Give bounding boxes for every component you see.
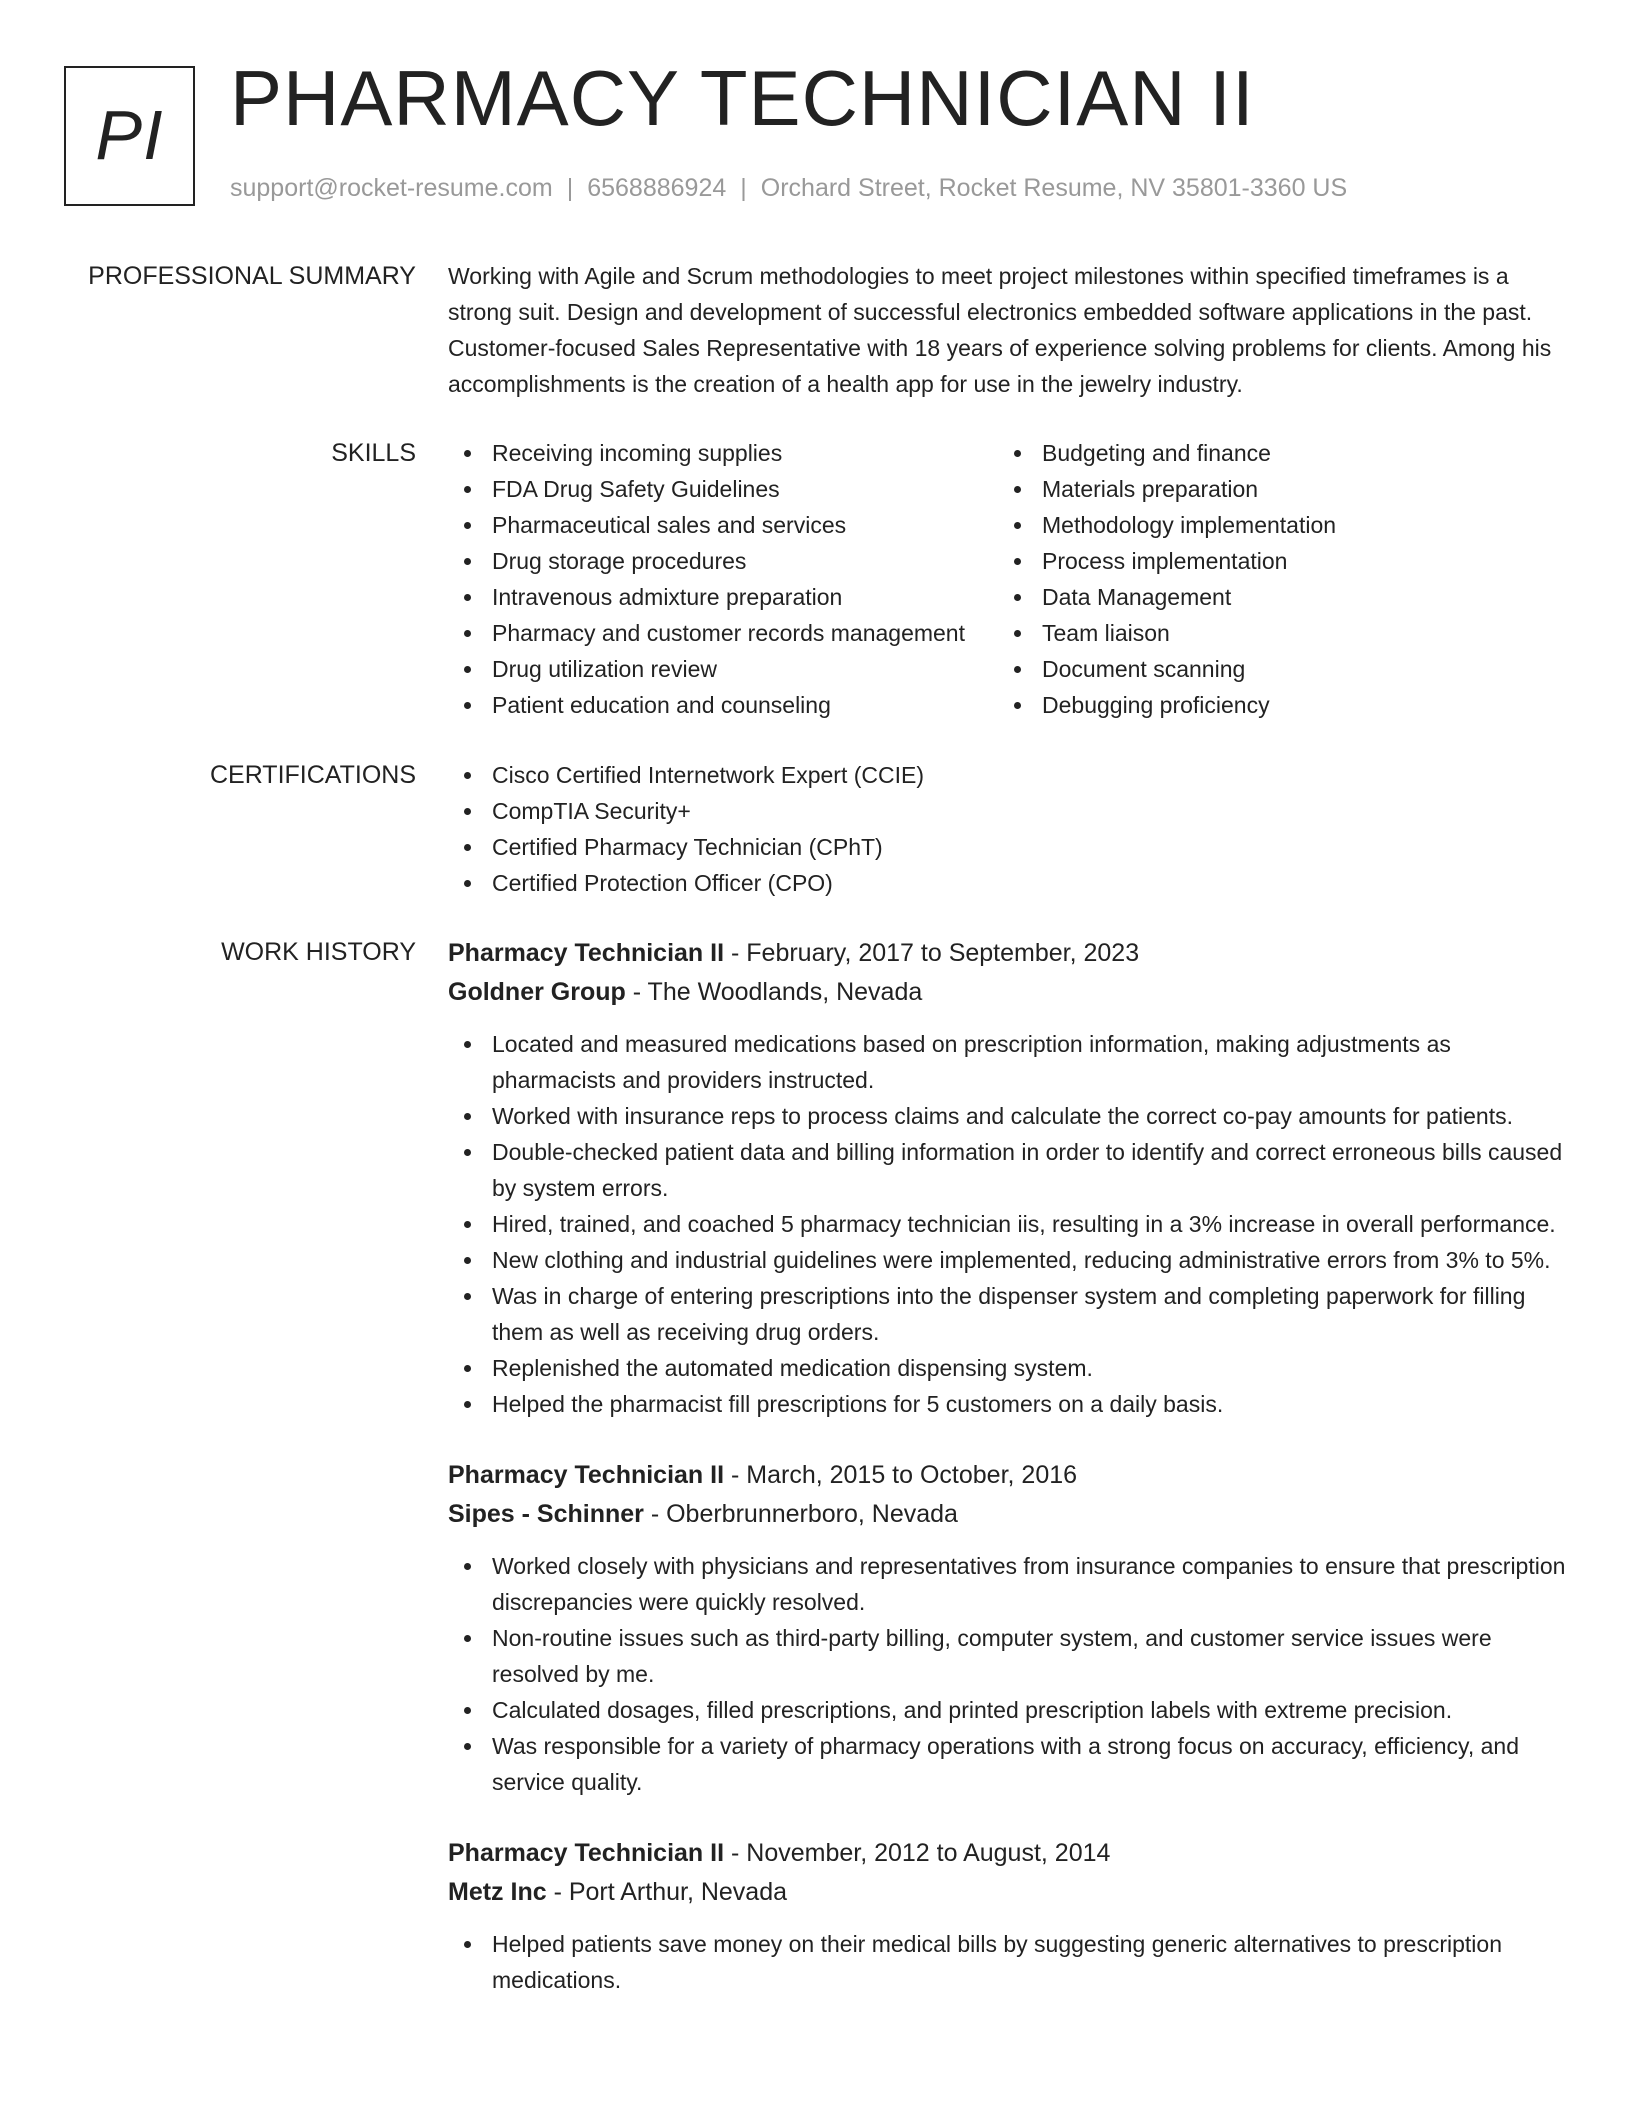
job-title: Pharmacy Technician II: [448, 1461, 725, 1489]
job-duty: Helped patients save money on their medical bills by suggesting generic alternatives to prescription medications.: [448, 1926, 1568, 1998]
job-entry: [448, 1834, 1568, 1998]
job-duties-list: [448, 1026, 1568, 1422]
job-duty: Calculated dosages, filled prescriptions, and printed prescription labels with extreme precision.: [448, 1692, 1568, 1728]
section-heading: PROFESSIONAL SUMMARY: [88, 262, 416, 290]
job-company: Goldner Group: [448, 978, 626, 1006]
certification-item: Certified Protection Officer (CPO): [448, 865, 1568, 901]
job-duty: Double-checked patient data and billing information in order to identify and correct erroneous bills caused by system errors.: [448, 1134, 1568, 1206]
job-location: - Port Arthur, Nevada: [546, 1878, 788, 1906]
skill-item: Drug utilization review: [448, 651, 998, 687]
contact-separator: |: [740, 174, 747, 202]
job-title: Pharmacy Technician II: [448, 1839, 725, 1867]
job-company-line: [448, 1495, 1568, 1534]
job-location: - The Woodlands, Nevada: [625, 978, 923, 1006]
job-title-line: [448, 1456, 1568, 1495]
job-duty: Was in charge of entering prescriptions into the dispenser system and completing paperwork for filling them as well as receiving drug orders.: [448, 1278, 1568, 1350]
monogram-badge: [64, 66, 195, 206]
skill-item: Methodology implementation: [998, 507, 1558, 543]
monogram-initials: PI: [95, 96, 164, 174]
job-company-line: [448, 1873, 1568, 1912]
job-duty: Helped the pharmacist fill prescriptions for 5 customers on a daily basis.: [448, 1386, 1568, 1422]
job-duty: Worked with insurance reps to process claims and calculate the correct co-pay amounts for patients.: [448, 1098, 1568, 1134]
skill-item: Debugging proficiency: [998, 687, 1558, 723]
section-heading: SKILLS: [331, 439, 416, 467]
skill-item: Drug storage procedures: [448, 543, 998, 579]
certification-item: Certified Pharmacy Technician (CPhT): [448, 829, 1568, 865]
job-entry: [448, 1456, 1568, 1800]
summary-body: [448, 258, 1568, 402]
job-dates: - November, 2012 to August, 2014: [724, 1839, 1111, 1867]
certifications-list: [448, 757, 1568, 901]
skill-item: Receiving incoming supplies: [448, 435, 998, 471]
job-entry: [448, 934, 1568, 1422]
job-dates: - March, 2015 to October, 2016: [724, 1461, 1078, 1489]
job-company: Metz Inc: [448, 1878, 547, 1906]
job-duty: Non-routine issues such as third-party billing, computer system, and customer service issues were resolved by me.: [448, 1620, 1568, 1692]
skill-item: Intravenous admixture preparation: [448, 579, 998, 615]
certification-item: CompTIA Security+: [448, 793, 1568, 829]
skill-item: Materials preparation: [998, 471, 1558, 507]
certification-item: Cisco Certified Internetwork Expert (CCIE): [448, 757, 1568, 793]
skills-body: [448, 435, 1568, 723]
job-duty: Located and measured medications based on prescription information, making adjustments as pharmacists and providers instructed.: [448, 1026, 1568, 1098]
job-duty: New clothing and industrial guidelines were implemented, reducing administrative errors from 3% to 5%.: [448, 1242, 1568, 1278]
skill-item: Pharmaceutical sales and services: [448, 507, 998, 543]
job-dates: - February, 2017 to September, 2023: [724, 939, 1140, 967]
job-company: Sipes - Schinner: [448, 1500, 644, 1528]
skill-item: Budgeting and finance: [998, 435, 1558, 471]
resume-title: PHARMACY TECHNICIAN II: [230, 54, 1255, 142]
contact-separator: |: [566, 174, 574, 202]
work-history-body: [448, 934, 1568, 1998]
contact-phone: 6568886924: [587, 174, 727, 202]
job-duties-list: [448, 1926, 1568, 1998]
section-heading: CERTIFICATIONS: [209, 761, 416, 789]
job-title-line: [448, 1834, 1568, 1873]
certifications-body: [448, 757, 1568, 901]
contact-address: Orchard Street, Rocket Resume, NV 35801-3360 US: [760, 174, 1348, 202]
skills-list-right: [998, 435, 1558, 723]
job-title-line: [448, 934, 1568, 973]
contact-line: [230, 174, 1347, 203]
skill-item: FDA Drug Safety Guidelines: [448, 471, 998, 507]
skill-item: Data Management: [998, 579, 1558, 615]
job-title: Pharmacy Technician II: [448, 939, 725, 967]
job-duty: Hired, trained, and coached 5 pharmacy technician iis, resulting in a 3% increase in overall performance.: [448, 1206, 1568, 1242]
section-heading: WORK HISTORY: [221, 938, 416, 966]
skill-item: Team liaison: [998, 615, 1558, 651]
skills-list-left: [448, 435, 998, 723]
summary-text: Working with Agile and Scrum methodologies to meet project milestones within specified timeframes is a strong suit. Design and development of successful electronics embedded software applications in the past. Customer-focused Sales Representative with 18 years of experience solving problems for clients. Among his accomplishments is the creation of a health app for use in the jewelry industry.: [448, 263, 1552, 397]
skill-item: Document scanning: [998, 651, 1558, 687]
job-duty: Was responsible for a variety of pharmacy operations with a strong focus on accuracy, efficiency, and service quality.: [448, 1728, 1568, 1800]
job-company-line: [448, 973, 1568, 1012]
job-duty: Replenished the automated medication dispensing system.: [448, 1350, 1568, 1386]
skill-item: Process implementation: [998, 543, 1558, 579]
contact-email: support@rocket-resume.com: [230, 174, 553, 202]
skill-item: Pharmacy and customer records management: [448, 615, 998, 651]
job-location: - Oberbrunnerboro, Nevada: [643, 1500, 958, 1528]
job-duty: Worked closely with physicians and representatives from insurance companies to ensure that prescription discrepancies were quickly resolved.: [448, 1548, 1568, 1620]
skill-item: Patient education and counseling: [448, 687, 998, 723]
job-duties-list: [448, 1548, 1568, 1800]
